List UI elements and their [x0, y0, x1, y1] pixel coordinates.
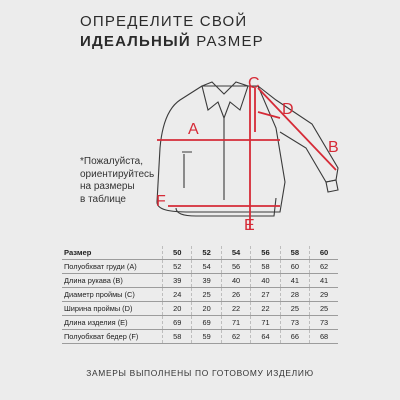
shirt-cuff: [326, 180, 338, 192]
table-cell: 39: [192, 274, 221, 288]
size-header-cell: 60: [310, 246, 338, 260]
table-cell: 71: [221, 316, 250, 330]
table-cell: 39: [163, 274, 192, 288]
table-cell: 52: [163, 260, 192, 274]
table-cell: 29: [310, 288, 338, 302]
table-cell: 20: [163, 302, 192, 316]
table-cell: 25: [280, 302, 309, 316]
table-cell: 27: [251, 288, 280, 302]
table-cell: 73: [310, 316, 338, 330]
row-label: Полуобхват бедер (F): [62, 330, 163, 344]
table-cell: 58: [163, 330, 192, 344]
table-cell: 56: [221, 260, 250, 274]
table-cell: 54: [192, 260, 221, 274]
table-cell: 22: [251, 302, 280, 316]
table-cell: 26: [221, 288, 250, 302]
label-e: E: [244, 217, 255, 234]
shirt-measurement-diagram: [140, 70, 340, 240]
table-cell: 40: [251, 274, 280, 288]
table-cell: 25: [192, 288, 221, 302]
row-label: Длина рукава (В): [62, 274, 163, 288]
table-cell: 68: [310, 330, 338, 344]
label-d: D: [282, 101, 294, 118]
shirt-collar: [202, 82, 248, 118]
table-row: [62, 302, 338, 316]
note-line-4: в таблице: [80, 193, 126, 205]
shirt-pocket: [182, 152, 192, 188]
note-line-3: на размеры: [80, 181, 135, 192]
table-row: [62, 260, 338, 274]
table-cell: 41: [280, 274, 309, 288]
size-header-cell: 50: [163, 246, 192, 260]
size-header-cell: 54: [221, 246, 250, 260]
table-cell: 73: [280, 316, 309, 330]
shirt-body: [157, 86, 285, 212]
label-a: A: [188, 121, 199, 138]
table-cell: 62: [310, 260, 338, 274]
note-line-1: *Пожалуйста,: [80, 156, 144, 167]
page-title: [80, 12, 264, 52]
table-row: [62, 330, 338, 344]
table-cell: 66: [280, 330, 309, 344]
title-line-2: [80, 32, 264, 52]
shirt-outline: [157, 82, 338, 216]
label-f: F: [156, 193, 166, 210]
size-header-cell: 58: [280, 246, 309, 260]
measure-line-b: [258, 88, 336, 170]
title-line-1: ОПРЕДЕЛИТЕ СВОЙ: [80, 13, 248, 30]
size-chart-table: [62, 246, 338, 344]
table-cell: 41: [310, 274, 338, 288]
table-cell: 59: [192, 330, 221, 344]
table-cell: 62: [221, 330, 250, 344]
size-header-cell: 56: [251, 246, 280, 260]
table-cell: 64: [251, 330, 280, 344]
label-b: B: [328, 139, 339, 156]
table-cell: 58: [251, 260, 280, 274]
table-row: [62, 316, 338, 330]
row-label: Полуобхват груди (А): [62, 260, 163, 274]
note-line-2: ориентируйтесь: [80, 168, 155, 180]
table-cell: 69: [192, 316, 221, 330]
table-cell: 28: [280, 288, 309, 302]
title-bold-word: ИДЕАЛЬНЫЙ: [80, 33, 191, 50]
size-header-label: Размер: [62, 246, 163, 260]
row-label: Длина изделия (Е): [62, 316, 163, 330]
table-cell: 25: [310, 302, 338, 316]
table-cell: 22: [221, 302, 250, 316]
table-row: [62, 288, 338, 302]
table-cell: 69: [163, 316, 192, 330]
title-rest-word: РАЗМЕР: [196, 33, 264, 50]
table-cell: 24: [163, 288, 192, 302]
table-cell: 71: [251, 316, 280, 330]
size-header-cell: 52: [192, 246, 221, 260]
shirt-hem: [176, 198, 276, 216]
label-c: C: [248, 75, 260, 92]
measurement-labels: [156, 75, 339, 234]
row-label: Диаметр проймы (С): [62, 288, 163, 302]
table-cell: 20: [192, 302, 221, 316]
row-label: Ширина проймы (D): [62, 302, 163, 316]
table-cell: 60: [280, 260, 309, 274]
table-cell: 40: [221, 274, 250, 288]
size-header-row: [62, 246, 338, 260]
footer-note: ЗАМЕРЫ ВЫПОЛНЕНЫ ПО ГОТОВОМУ ИЗДЕЛИЮ: [86, 368, 314, 378]
table-row: [62, 274, 338, 288]
